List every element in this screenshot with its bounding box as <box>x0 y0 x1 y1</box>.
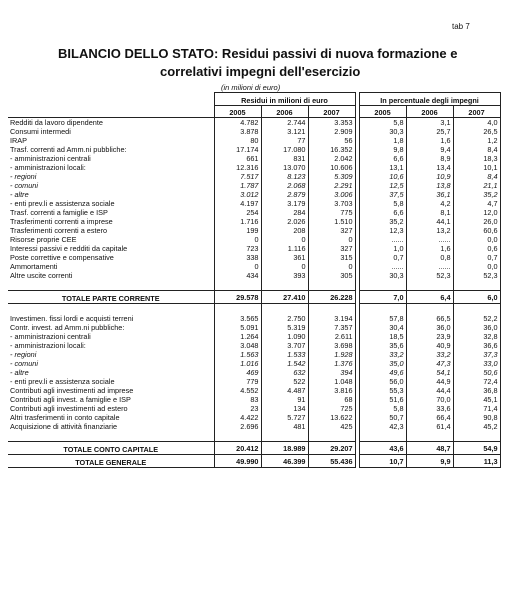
value-cell: 49.990 <box>214 455 261 468</box>
value-cell: 4,2 <box>406 199 453 208</box>
value-cell: 4,0 <box>453 118 500 128</box>
value-cell: 394 <box>308 368 355 377</box>
value-cell: 68 <box>308 395 355 404</box>
value-cell: 20.412 <box>214 442 261 455</box>
value-cell: ...... <box>406 235 453 244</box>
value-cell: 2.909 <box>308 127 355 136</box>
value-cell: 315 <box>308 253 355 262</box>
value-cell: 44,4 <box>406 386 453 395</box>
value-cell: 0 <box>214 235 261 244</box>
spacer-row <box>8 304 500 315</box>
value-cell: 3.816 <box>308 386 355 395</box>
value-cell: 26,0 <box>453 217 500 226</box>
current-row <box>8 217 500 226</box>
value-cell: 13,4 <box>406 163 453 172</box>
row-label: Poste correttive e compensative <box>10 253 114 262</box>
value-cell: 18,3 <box>453 154 500 163</box>
value-cell: 725 <box>308 404 355 413</box>
value-cell: 13,2 <box>406 226 453 235</box>
value-cell: 1.563 <box>214 350 261 359</box>
value-cell: 4.422 <box>214 413 261 422</box>
value-cell: 0 <box>261 235 308 244</box>
current-row <box>8 136 500 145</box>
current-row <box>8 145 500 154</box>
value-cell: 0 <box>308 262 355 271</box>
capital-row <box>8 332 500 341</box>
value-cell: 393 <box>261 271 308 280</box>
value-cell: 35,2 <box>453 190 500 199</box>
current-row <box>8 199 500 208</box>
total-current-row <box>8 291 500 304</box>
row-label: - regioni <box>10 350 37 359</box>
value-cell: 72,4 <box>453 377 500 386</box>
row-label: Ammortamenti <box>10 262 58 271</box>
page-title-line2: correlativi impegni dell'esercizio <box>160 64 361 79</box>
value-cell: ...... <box>359 235 406 244</box>
value-cell: 3.703 <box>308 199 355 208</box>
value-cell: 33,2 <box>406 350 453 359</box>
row-label: - regioni <box>10 172 37 181</box>
value-cell: 3.121 <box>261 127 308 136</box>
value-cell: 35,0 <box>359 359 406 368</box>
capital-row <box>8 341 500 350</box>
row-label: Consumi intermedi <box>10 127 71 136</box>
capital-row <box>8 314 500 323</box>
value-cell: 2.879 <box>261 190 308 199</box>
capital-row <box>8 350 500 359</box>
year-header: 2006 <box>261 106 308 118</box>
value-cell: 6,4 <box>406 291 453 304</box>
capital-section <box>8 304 500 442</box>
row-label: Contr. invest. ad Amm.ni pubbliche: <box>10 323 125 332</box>
tab-label: tab 7 <box>452 22 470 31</box>
value-cell: 50,7 <box>359 413 406 422</box>
value-cell: 254 <box>214 208 261 217</box>
current-row <box>8 262 500 271</box>
year-header: 2005 <box>214 106 261 118</box>
value-cell: 6,6 <box>359 154 406 163</box>
value-cell: 55.436 <box>308 455 355 468</box>
value-cell: 1,6 <box>406 136 453 145</box>
value-cell: 5.319 <box>261 323 308 332</box>
group-header-percent: In percentuale degli impegni <box>359 93 500 106</box>
value-cell: 46.399 <box>261 455 308 468</box>
value-cell: 8,4 <box>453 172 500 181</box>
value-cell: 36,1 <box>406 190 453 199</box>
value-cell: 2.291 <box>308 181 355 190</box>
value-cell: 4.782 <box>214 118 261 128</box>
capital-row <box>8 359 500 368</box>
value-cell: 2.696 <box>214 422 261 431</box>
value-cell: 4.552 <box>214 386 261 395</box>
value-cell: 52,3 <box>453 271 500 280</box>
row-label: Contributi agli invest. a famiglie e ISP <box>10 395 131 404</box>
value-cell: 23 <box>214 404 261 413</box>
value-cell: 1.716 <box>214 217 261 226</box>
value-cell: 8,4 <box>453 145 500 154</box>
value-cell: 3.698 <box>308 341 355 350</box>
value-cell: 36,6 <box>453 341 500 350</box>
spacer-row <box>8 280 500 291</box>
capital-row <box>8 377 500 386</box>
value-cell: 0 <box>261 262 308 271</box>
value-cell: 5.727 <box>261 413 308 422</box>
value-cell: 3.565 <box>214 314 261 323</box>
value-cell: 10,9 <box>406 172 453 181</box>
value-cell: 1.016 <box>214 359 261 368</box>
value-cell: 43,6 <box>359 442 406 455</box>
value-cell: 3.179 <box>261 199 308 208</box>
value-cell: 522 <box>261 377 308 386</box>
value-cell: 29.207 <box>308 442 355 455</box>
row-label: - amministrazioni centrali <box>10 154 91 163</box>
value-cell: 208 <box>261 226 308 235</box>
value-cell: 3,1 <box>406 118 453 128</box>
value-cell: 12,0 <box>453 208 500 217</box>
value-cell: 10,7 <box>359 455 406 468</box>
value-cell: 1.533 <box>261 350 308 359</box>
value-cell: 0 <box>214 262 261 271</box>
value-cell: 723 <box>214 244 261 253</box>
value-cell: 5.091 <box>214 323 261 332</box>
value-cell: 9,8 <box>359 145 406 154</box>
row-label: Trasf. correnti ad Amm.ni pubbliche: <box>10 145 127 154</box>
capital-row <box>8 413 500 422</box>
row-label: - amministrazioni locali: <box>10 163 86 172</box>
value-cell: 3.707 <box>261 341 308 350</box>
value-cell: 1.048 <box>308 377 355 386</box>
value-cell: 91 <box>261 395 308 404</box>
value-cell: 2.068 <box>261 181 308 190</box>
value-cell: 5,8 <box>359 118 406 128</box>
current-row <box>8 226 500 235</box>
year-header: 2007 <box>453 106 500 118</box>
spacer-row <box>8 431 500 442</box>
value-cell: 327 <box>308 226 355 235</box>
value-cell: 1.928 <box>308 350 355 359</box>
value-cell: 29.578 <box>214 291 261 304</box>
value-cell: 33,2 <box>359 350 406 359</box>
value-cell: 305 <box>308 271 355 280</box>
value-cell: 36,0 <box>453 323 500 332</box>
value-cell: 66,5 <box>406 314 453 323</box>
value-cell: 16.352 <box>308 145 355 154</box>
value-cell: 56 <box>308 136 355 145</box>
value-cell: 49,6 <box>359 368 406 377</box>
row-label: - comuni <box>10 181 38 190</box>
row-label: - amministrazioni locali: <box>10 341 86 350</box>
value-cell: 21,1 <box>453 181 500 190</box>
value-cell: 1,6 <box>406 244 453 253</box>
value-cell: 30,3 <box>359 271 406 280</box>
value-cell: 54,1 <box>406 368 453 377</box>
total-general-row <box>8 455 500 468</box>
row-label: - amministrazioni centrali <box>10 332 91 341</box>
value-cell: 0,6 <box>453 244 500 253</box>
value-cell: 0,0 <box>453 262 500 271</box>
value-cell: ...... <box>359 262 406 271</box>
value-cell: 44,9 <box>406 377 453 386</box>
value-cell: 90,8 <box>453 413 500 422</box>
value-cell: 1.264 <box>214 332 261 341</box>
row-label: TOTALE CONTO CAPITALE <box>8 442 214 455</box>
value-cell: 33,6 <box>406 404 453 413</box>
value-cell: 10.606 <box>308 163 355 172</box>
value-cell: 10,1 <box>453 163 500 172</box>
current-row <box>8 244 500 253</box>
current-row <box>8 253 500 262</box>
current-row <box>8 163 500 172</box>
current-total-section <box>8 291 500 304</box>
value-cell: 134 <box>261 404 308 413</box>
row-label: Trasf. correnti a famiglie e ISP <box>10 208 108 217</box>
value-cell: 52,2 <box>453 314 500 323</box>
value-cell: 45,2 <box>453 422 500 431</box>
capital-row <box>8 395 500 404</box>
value-cell: 32,8 <box>453 332 500 341</box>
value-cell: 54,9 <box>453 442 500 455</box>
value-cell: 13.070 <box>261 163 308 172</box>
value-cell: 44,1 <box>406 217 453 226</box>
value-cell: 1.542 <box>261 359 308 368</box>
value-cell: 18.989 <box>261 442 308 455</box>
value-cell: 8,1 <box>406 208 453 217</box>
value-cell: 1,8 <box>359 136 406 145</box>
value-cell: 25,7 <box>406 127 453 136</box>
year-header: 2005 <box>359 106 406 118</box>
value-cell: 55,3 <box>359 386 406 395</box>
current-row <box>8 181 500 190</box>
value-cell: 327 <box>308 244 355 253</box>
row-label: - comuni <box>10 359 38 368</box>
value-cell: 52,3 <box>406 271 453 280</box>
value-cell: 3.878 <box>214 127 261 136</box>
value-cell: 13,8 <box>406 181 453 190</box>
row-label: IRAP <box>10 136 28 145</box>
total-capital-row <box>8 442 500 455</box>
row-label: Altre uscite correnti <box>10 271 73 280</box>
value-cell: 0,7 <box>359 253 406 262</box>
value-cell: 3.048 <box>214 341 261 350</box>
value-cell: 37,3 <box>453 350 500 359</box>
current-row <box>8 154 500 163</box>
value-cell: 26,5 <box>453 127 500 136</box>
capital-row <box>8 404 500 413</box>
value-cell: 361 <box>261 253 308 262</box>
value-cell: 2.042 <box>308 154 355 163</box>
row-label: Risorse proprie CEE <box>10 235 77 244</box>
value-cell: 40,9 <box>406 341 453 350</box>
current-row <box>8 118 500 128</box>
current-section <box>8 118 500 291</box>
value-cell: 1.116 <box>261 244 308 253</box>
value-cell: 4.197 <box>214 199 261 208</box>
value-cell: 12,5 <box>359 181 406 190</box>
row-label: - enti prev.li e assistenza sociale <box>10 199 115 208</box>
value-cell: 284 <box>261 208 308 217</box>
current-row <box>8 271 500 280</box>
value-cell: 56,0 <box>359 377 406 386</box>
value-cell: 57,8 <box>359 314 406 323</box>
current-row <box>8 235 500 244</box>
capital-row <box>8 323 500 332</box>
value-cell: 26.228 <box>308 291 355 304</box>
value-cell: 50,6 <box>453 368 500 377</box>
capital-row <box>8 422 500 431</box>
value-cell: 0,0 <box>453 235 500 244</box>
value-cell: 17.080 <box>261 145 308 154</box>
value-cell: 71,4 <box>453 404 500 413</box>
row-label: Trasferimenti correnti a imprese <box>10 217 113 226</box>
value-cell: 661 <box>214 154 261 163</box>
value-cell: 4.487 <box>261 386 308 395</box>
row-label: - altre <box>10 190 29 199</box>
year-header: 2006 <box>406 106 453 118</box>
value-cell: 12,3 <box>359 226 406 235</box>
row-label: Redditi da lavoro dipendente <box>10 118 103 127</box>
capital-row <box>8 386 500 395</box>
value-cell: 8,9 <box>406 154 453 163</box>
value-cell: 42,3 <box>359 422 406 431</box>
value-cell: 5.309 <box>308 172 355 181</box>
row-label: Interessi passivi e redditi da capitale <box>10 244 128 253</box>
row-label: TOTALE GENERALE <box>8 455 214 468</box>
value-cell: 30,3 <box>359 127 406 136</box>
value-cell: 4,7 <box>453 199 500 208</box>
value-cell: ...... <box>406 262 453 271</box>
value-cell: 3.194 <box>308 314 355 323</box>
value-cell: 23,9 <box>406 332 453 341</box>
value-cell: 13.622 <box>308 413 355 422</box>
value-cell: 37,5 <box>359 190 406 199</box>
value-cell: 18,5 <box>359 332 406 341</box>
value-cell: 2.026 <box>261 217 308 226</box>
row-label: Contributi agli investimenti ad estero <box>10 404 128 413</box>
value-cell: 338 <box>214 253 261 262</box>
value-cell: 1.510 <box>308 217 355 226</box>
value-cell: 60,6 <box>453 226 500 235</box>
value-cell: 9,4 <box>406 145 453 154</box>
value-cell: 9,9 <box>406 455 453 468</box>
value-cell: 0,8 <box>406 253 453 262</box>
value-cell: 35,6 <box>359 341 406 350</box>
value-cell: 83 <box>214 395 261 404</box>
value-cell: 5,8 <box>359 199 406 208</box>
year-header-empty <box>8 106 214 118</box>
value-cell: 70,0 <box>406 395 453 404</box>
value-cell: 3.012 <box>214 190 261 199</box>
value-cell: 10,6 <box>359 172 406 181</box>
value-cell: 0,7 <box>453 253 500 262</box>
value-cell: 36,0 <box>406 323 453 332</box>
value-cell: 1.376 <box>308 359 355 368</box>
value-cell: 11,3 <box>453 455 500 468</box>
value-cell: 1,0 <box>359 244 406 253</box>
value-cell: 17.174 <box>214 145 261 154</box>
value-cell: 831 <box>261 154 308 163</box>
value-cell: 2.744 <box>261 118 308 128</box>
year-header: 2007 <box>308 106 355 118</box>
row-label: - altre <box>10 368 29 377</box>
value-cell: 425 <box>308 422 355 431</box>
value-cell: 13,1 <box>359 163 406 172</box>
value-cell: 61,4 <box>406 422 453 431</box>
value-cell: 77 <box>261 136 308 145</box>
value-cell: 30,4 <box>359 323 406 332</box>
row-label: Trasferimenti correnti a estero <box>10 226 108 235</box>
value-cell: 66,4 <box>406 413 453 422</box>
row-label: Investimen. fissi lordi e acquisti terreni <box>10 314 134 323</box>
value-cell: 3.353 <box>308 118 355 128</box>
budget-table <box>8 92 501 468</box>
capital-total-section <box>8 442 500 468</box>
current-row <box>8 190 500 199</box>
value-cell: 481 <box>261 422 308 431</box>
value-cell: 80 <box>214 136 261 145</box>
page-title: BILANCIO DELLO STATO: Residui passivi di nuova formazione e <box>58 46 458 61</box>
row-label: - enti prev.li e assistenza sociale <box>10 377 115 386</box>
value-cell: 3.006 <box>308 190 355 199</box>
value-cell: 632 <box>261 368 308 377</box>
header-empty-cell <box>8 93 214 106</box>
row-label: Acquisizione di attività finanziarie <box>10 422 118 431</box>
capital-row <box>8 368 500 377</box>
row-label: Altri trasferimenti in conto capitale <box>10 413 120 422</box>
value-cell: 7.357 <box>308 323 355 332</box>
value-cell: 779 <box>214 377 261 386</box>
value-cell: 47,3 <box>406 359 453 368</box>
value-cell: 5,8 <box>359 404 406 413</box>
value-cell: 1.090 <box>261 332 308 341</box>
current-row <box>8 127 500 136</box>
value-cell: 35,2 <box>359 217 406 226</box>
row-label: TOTALE PARTE CORRENTE <box>8 291 214 304</box>
value-cell: 199 <box>214 226 261 235</box>
current-row <box>8 208 500 217</box>
value-cell: 469 <box>214 368 261 377</box>
value-cell: 8.123 <box>261 172 308 181</box>
value-cell: 1.787 <box>214 181 261 190</box>
value-cell: 7.517 <box>214 172 261 181</box>
value-cell: 6,6 <box>359 208 406 217</box>
value-cell: 0 <box>308 235 355 244</box>
group-header-residui: Residui in milioni di euro <box>214 93 355 106</box>
value-cell: 2.750 <box>261 314 308 323</box>
value-cell: 1,2 <box>453 136 500 145</box>
value-cell: 33,0 <box>453 359 500 368</box>
value-cell: 434 <box>214 271 261 280</box>
value-cell: 775 <box>308 208 355 217</box>
row-label: Contributi agli investimenti ad imprese <box>10 386 134 395</box>
value-cell: 7,0 <box>359 291 406 304</box>
unit-subtitle: (in milioni di euro) <box>221 83 281 92</box>
value-cell: 48,7 <box>406 442 453 455</box>
value-cell: 36,8 <box>453 386 500 395</box>
value-cell: 45,1 <box>453 395 500 404</box>
value-cell: 51,6 <box>359 395 406 404</box>
value-cell: 27.410 <box>261 291 308 304</box>
value-cell: 6,0 <box>453 291 500 304</box>
value-cell: 2.611 <box>308 332 355 341</box>
value-cell: 12.316 <box>214 163 261 172</box>
current-row <box>8 172 500 181</box>
